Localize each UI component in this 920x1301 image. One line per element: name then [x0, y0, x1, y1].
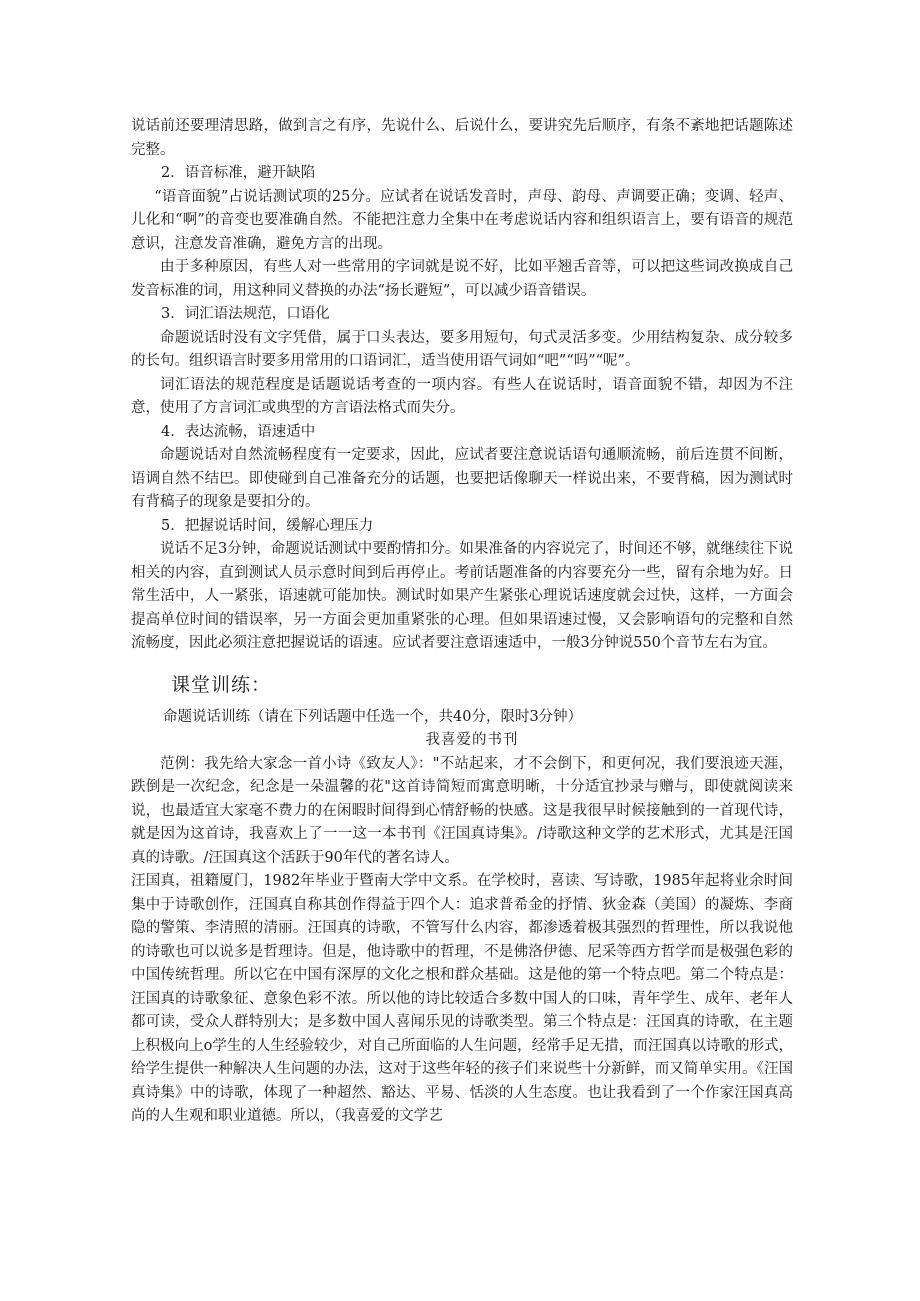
heading-time: 5．把握说话时间，缓解心理压力 — [161, 517, 374, 534]
paragraph-example: 范例：我先给大家念一首小诗《致友人》："不站起来，才不会倒下，和更何况，我们要浪迹天涯，跌倒是一次纪念，纪念是一朵温馨的花"这首诗简短而寓意明晰，十分适宜抄录与赠与，即使就阅读来说，也最适宜大家毫不费力的在闲暇时间得到心情舒畅的快感。这是我很早时候接触到的一首现代诗，就是因为这首诗，我喜欢上了一一这一本书刊《汪国真诗集》。/诗歌这种文学的艺术形式，尤其是汪国真的诗歌。/汪国真这个活跃于90年代的著名诗人。 — [131, 755, 793, 866]
paragraph-time: 说话不足3分钟，命题说话测试中要酌情扣分。如果准备的内容说完了，时间还不够，就继续往下说相关的内容，直到测试人员示意时间到后再停止。考前话题准备的内容要充分一些，留有余地为好。日常生活中，人一紧张，语速就可能加快。测试时如果产生紧张心理说话速度就会过快，这样，一方面会提高单位时间的错误率，另一方面会更加重紧张的心理。但如果语速过慢，又会影响语句的完整和自然流畅度，因此必须注意把握说话的语速。应试者要注意语速适中，一般3分钟说550个音节左右为宜。 — [131, 541, 793, 651]
paragraph-pronunciation-substitute: 由于多种原因，有些人对一些常用的字词就是说不好，比如平翘舌音等，可以把这些词改换成自己发音标准的词，用这种同义替换的办法“扬长避短”，可以减少语音错误。 — [131, 259, 793, 299]
paragraph-vocabulary-norm: 词汇语法的规范程度是话题说话考查的一项内容。有些人在说话时，语音面貌不错，却因为不注意，使用了方言词汇或典型的方言语法格式而失分。 — [131, 376, 793, 416]
paragraph-vocabulary-short: 命题说话时没有文字凭借，属于口头表达，要多用短句，句式灵活多变。少用结构复杂、成分较多的长句。组织语言时要多用常用的口语词汇，适当使用语气词如“吧”“吗”“呢”。 — [131, 329, 793, 369]
paragraph-intro: 说话前还要理清思路，做到言之有序，先说什么、后说什么，要讲究先后顺序，有条不紊地把话题陈述完整。 — [131, 118, 793, 158]
paragraph-fluency: 命题说话对自然流畅程度有一定要求，因此，应试者要注意说话语句通顺流畅，前后连贯不间断，语调自然不结巴。即使碰到自己准备充分的话题，也要把话像聊天一样说出来，不要背稿，因为测试时有背稿子的现象是要扣分的。 — [131, 447, 793, 510]
heading-fluency: 4．表达流畅，语速适中 — [161, 423, 316, 440]
paragraph-pronunciation-score: “语音面貌”占说话测试项的25分。应试者在说话发音时，声母、韵母、声调要正确；变调、轻声、儿化和“啊”的音变也要准确自然。不能把注意力全集中在考虑说话内容和组织语言上，要有语音的规范意识，注意发音准确，避免方言的出现。 — [131, 188, 793, 252]
section-title-classroom-training: 课堂训练： — [171, 673, 272, 696]
topic-title: 我喜爱的书刊 — [425, 732, 519, 748]
document-content — [131, 115, 793, 1129]
task-instruction: 命题说话训练（请在下列话题中任选一个，共40分，限时3分钟） — [163, 708, 583, 725]
paragraph-body: 汪国真，祖籍厦门，1982年毕业于暨南大学中文系。在学校时，喜读、写诗歌，1985年起将业余时间集中于诗歌创作，汪国真自称其创作得益于四个人：追求普希金的抒情、狄金森（美国）的凝炼、李商隐的警策、李清照的清丽。汪国真的诗歌，不管写什么内容，都渗透着极其强烈的哲理性，所以我说他的诗歌也可以说多是哲理诗。但是，他诗歌中的哲理，不是佛洛伊德、尼采等西方哲学而是极强色彩的中国传统哲理。所以它在中国有深厚的文化之根和群众基础。这是他的第一个特点吧。第二个特点是：汪国真的诗歌象征、意象色彩不浓。所以他的诗比较适合多数中国人的口味，青年学生、成年、老年人都可读，受众人群特别大；是多数中国人喜闻乐见的诗歌类型。第三个特点是：汪国真的诗歌，在主题上积极向上o学生的人生经验较少，对自己所面临的人生问题，经常手足无措，而汪国真以诗歌的形式，给学生提供一种解决人生问题的办法，这对于这些年轻的孩子们来说些十分新鲜，而又简单实用。《汪国真诗集》中的诗歌，体现了一种超然、豁达、平易、恬淡的人生态度。也让我看到了一个作家汪国真高尚的人生观和职业道德。所以，（我喜爱的文学艺 — [131, 873, 793, 1124]
heading-vocabulary: 3．词汇语法规范，口语化 — [161, 306, 330, 322]
heading-pronunciation: 2．语音标准，避开缺陷 — [161, 165, 316, 181]
